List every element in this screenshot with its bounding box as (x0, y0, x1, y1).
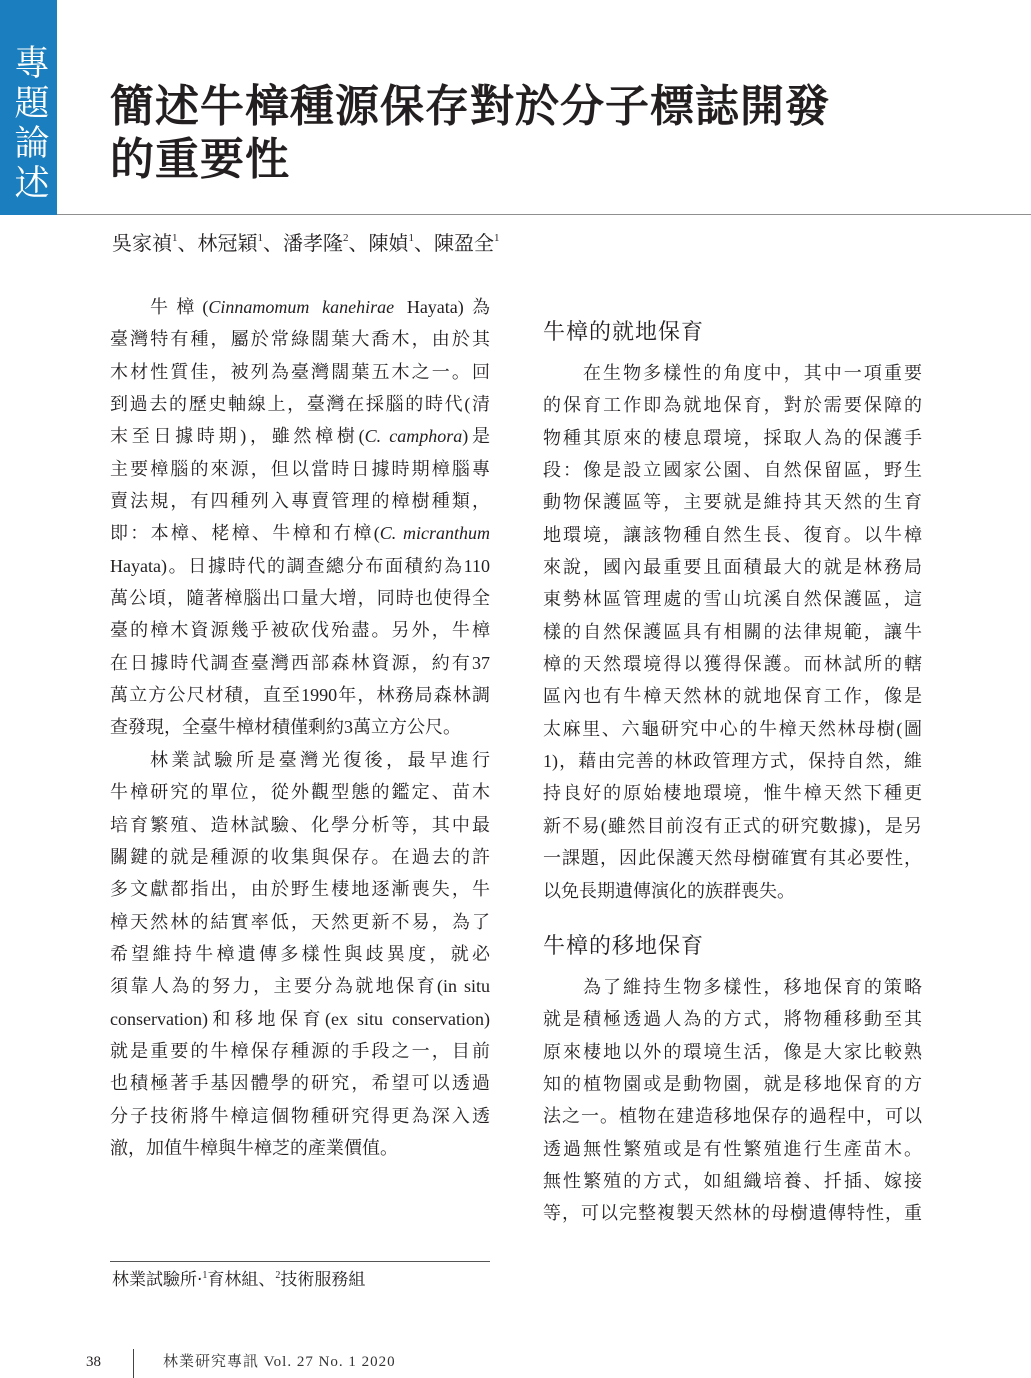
affiliation-mark: 1 (494, 232, 500, 244)
article-title-line: 簡述牛樟種源保存對於分子標誌開發 (110, 81, 830, 132)
text-line: 澈，加值牛樟與牛樟芝的產業價值。 (110, 1137, 398, 1158)
section-heading: 牛樟的就地保育 (543, 320, 705, 345)
text-line: 培育繁殖、造林試驗、化學分析等，其中最 (110, 814, 490, 835)
text-line: 地環境，讓該物種自然生長、復育。以牛樟 (543, 524, 922, 545)
author-separator: 、 (263, 231, 283, 255)
author-name: 潘孝隆 (283, 231, 343, 255)
text-line: 萬公頃，隨著樟腦出口量大增，同時也使得全 (110, 588, 490, 609)
text-line: 臺的樟木資源幾乎被砍伐殆盡。另外，牛樟 (110, 620, 490, 641)
author-name: 林冠穎 (197, 231, 258, 255)
author-list (112, 230, 500, 256)
footnote-divider (110, 1261, 490, 1262)
text-line: 多文獻都指出，由於野生棲地逐漸喪失，牛 (110, 879, 490, 900)
text-line: 樟天然林的結實率低，天然更新不易，為了 (110, 911, 490, 932)
affiliation-footnote (112, 1268, 365, 1292)
header-divider (57, 214, 1031, 215)
text-line: 希望維持牛樟遺傳多樣性與歧異度，就必 (110, 943, 490, 964)
affiliation-mark: 1 (257, 232, 263, 244)
author-separator: 、 (348, 231, 369, 255)
author-name: 陳盈全 (434, 231, 494, 255)
section-heading: 牛樟的移地保育 (543, 933, 705, 959)
text-line: 主要樟腦的來源，但以當時日據時期樟腦專 (110, 458, 490, 479)
text-line: 持良好的原始棲地環境，惟牛樟天然下種更 (543, 783, 922, 804)
affiliation-mark: 1 (408, 232, 414, 244)
text-line: 太麻里、六龜研究中心的牛樟天然林母樹(圖 (543, 718, 922, 739)
italic-term: Cinnamomum kanehirae (208, 297, 395, 317)
text-line: 一課題，因此保護天然母樹確實有其必要性， (543, 848, 922, 869)
paragraph (543, 357, 922, 907)
text-line: 查發現，全臺牛樟材積僅剩約3萬立方公尺。 (110, 717, 461, 738)
text-line: 來說，國內最重要且面積最大的就是林務局 (543, 557, 922, 578)
italic-term: C. micranthum (379, 523, 491, 544)
text-line: 林業試驗所是臺灣光復後，最早進行 (150, 749, 490, 770)
article-section-ex-situ (543, 932, 922, 1230)
affiliation-mark: 2 (343, 232, 349, 244)
author-separator: 、 (414, 231, 434, 255)
text-line: 動物保護區等，主要就是維持其天然的生育 (543, 492, 922, 513)
text-line: 萬立方公尺材積，直至1990年，林務局森林調 (110, 685, 490, 706)
text-line: 須靠人為的努力，主要分為就地保育(in situ (110, 976, 490, 997)
text-line: 分子技術將牛樟這個物種研究得更為深入透 (110, 1105, 490, 1126)
text-line: 樟的天然環境得以獲得保護。而林試所的轄 (543, 654, 922, 675)
text-run: 末至日據時期)，雖然樟樹( (110, 426, 365, 447)
author-name: 陳媜 (368, 231, 409, 255)
paragraph (110, 744, 490, 1164)
section-tab (0, 0, 57, 215)
author-separator: 、 (177, 231, 198, 255)
text-line: 也積極著手基因體學的研究，希望可以透過 (110, 1073, 490, 1094)
text-line: 物種其原來的棲息環境，採取人為的保護手 (543, 427, 922, 448)
text-run: )是 (462, 426, 490, 447)
text-line: 牛樟研究的單位，從外觀型態的鑑定、苗木 (110, 782, 490, 803)
paragraph (543, 971, 922, 1230)
italic-term: C. camphora (364, 426, 463, 447)
text-run: 林業試驗所‧ (112, 1270, 203, 1290)
article-title (110, 80, 830, 186)
paragraph (110, 291, 490, 744)
text-line: 透過無性繁殖或是有性繁殖進行生產苗木。 (543, 1138, 922, 1159)
text-line: 原來棲地以外的環境生活，像是大家比較熟 (543, 1041, 922, 1062)
text-line (110, 291, 490, 323)
text-line: 知的植物園或是動物園，就是移地保育的方 (543, 1073, 922, 1094)
footer-divider (133, 1349, 134, 1378)
affiliation-mark: 1 (172, 232, 178, 244)
text-line: 木材性質佳，被列為臺灣闊葉五木之一。回 (110, 361, 490, 382)
text-line: 的保育工作即為就地保育，對於需要保障的 (543, 395, 922, 416)
text-line: 無性繁殖的方式，如組織培養、扦插、嫁接 (543, 1170, 922, 1191)
text-line: 在日據時代調查臺灣西部森林資源，約有37 (110, 652, 490, 673)
right-column (543, 318, 922, 1230)
text-run: 牛樟( (150, 297, 209, 317)
section-body (543, 357, 922, 907)
text-line: 樣的自然保護區具有相關的法律規範，讓牛 (543, 621, 922, 642)
affiliation-mark: 2 (275, 1270, 281, 1281)
text-line: 區內也有牛樟天然林的就地保育工作，像是 (543, 686, 922, 707)
section-tab-label: 專題論述 (9, 44, 49, 204)
text-line: 以免長期遺傳演化的族群喪失。 (543, 880, 795, 901)
text-line: conservation)和移地保育(ex situ conservation) (110, 1008, 490, 1029)
text-line: 東勢林區管理處的雪山坑溪自然保護區，這 (543, 589, 922, 610)
text-run: 即：本樟、栳樟、牛樟和冇樟( (110, 523, 380, 544)
text-run: 技術服務組 (280, 1270, 366, 1290)
section-body (543, 971, 922, 1230)
left-column (110, 291, 490, 1164)
text-run: 育林組、 (207, 1270, 276, 1290)
text-line (110, 517, 490, 549)
text-line: Hayata)。日據時代的調查總分布面積約為110 (110, 555, 490, 576)
text-line: 就是積極透過人為的方式，將物種移動至其 (543, 1009, 922, 1030)
text-line: 段：像是設立國家公園、自然保留區，野生 (543, 460, 922, 481)
journal-issue: 林業研究專訊 Vol. 27 No. 1 2020 (163, 1354, 396, 1370)
author-name: 吳家禎 (112, 231, 172, 255)
article-title-line: 的重要性 (110, 134, 290, 185)
text-line: 為了維持生物多樣性，移地保育的策略 (583, 976, 922, 997)
text-line: 賣法規，有四種列入專賣管理的樟樹種類， (110, 491, 490, 512)
text-line: 在生物多樣性的角度中，其中一項重要 (583, 363, 922, 383)
text-line: 1)，藉由完善的林政管理方式，保持自然，維 (543, 751, 922, 772)
affiliation-mark: 1 (202, 1270, 208, 1281)
article-section-in-situ (543, 318, 922, 907)
page-number: 38 (86, 1354, 101, 1370)
text-line: 法之一。植物在建造移地保存的過程中，可以 (543, 1106, 922, 1127)
text-line: 到過去的歷史軸線上，臺灣在採腦的時代(清 (110, 394, 490, 415)
text-line (110, 420, 490, 452)
text-line: 新不易(雖然目前沒有正式的研究數據)，是另 (543, 815, 922, 836)
text-line: 等，可以完整複製天然林的母樹遺傳特性，重 (543, 1203, 922, 1224)
text-run: Hayata)為 (394, 297, 490, 317)
text-line: 關鍵的就是種源的收集與保存。在過去的許 (110, 846, 490, 867)
text-line: 臺灣特有種，屬於常綠闊葉大喬木，由於其 (110, 329, 490, 350)
text-line: 就是重要的牛樟保存種源的手段之一，目前 (110, 1040, 490, 1061)
